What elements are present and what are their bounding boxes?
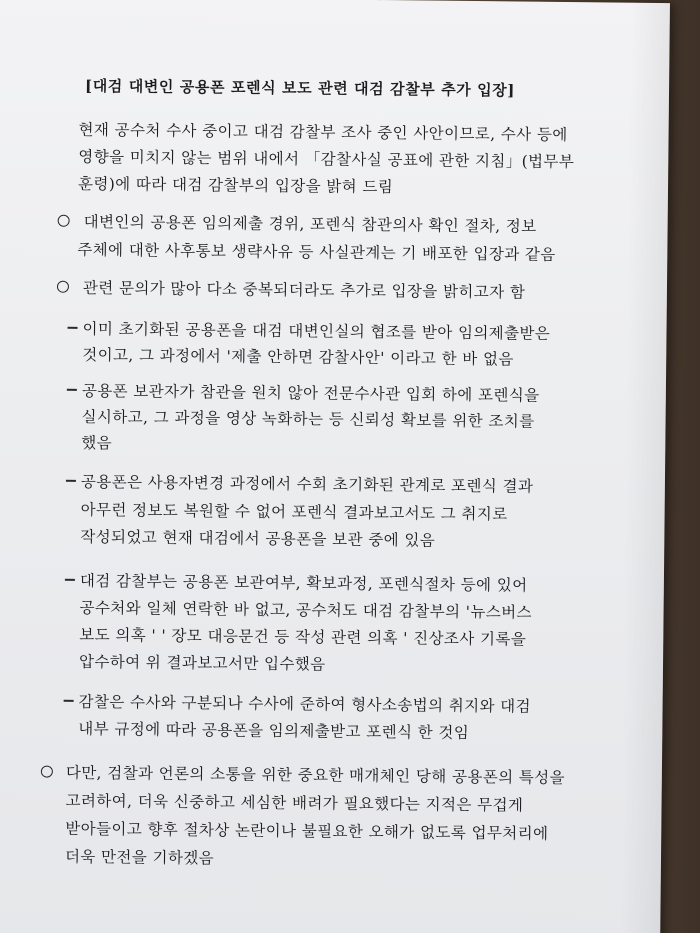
circle-bullet-icon (58, 215, 70, 227)
sub5-line: 감찰은 수사와 구분되나 수사에 준하여 형사소송법의 취지와 대검 (78, 692, 532, 716)
sub3-line: 작성되었고 현재 대검에서 공용폰을 보관 중에 있음 (80, 527, 436, 550)
point1-line: 대변인의 공용폰 임의제출 경위, 포렌식 참관의사 확인 절차, 정보 (83, 212, 537, 236)
point1-line: 주체에 대한 사후통보 생략사유 등 사실관계는 기 배포한 입장과 같음 (77, 240, 556, 264)
sub4-line: 공수처와 일체 연락한 바 없고, 공수처도 대검 감찰부의 '뉴스버스 (79, 598, 532, 622)
dash-bullet-icon (64, 700, 74, 702)
intro-line: 훈령)에 따라 대검 감찰부의 입장을 밝혀 드림 (77, 174, 394, 197)
sub1-line: 것이고, 그 과정에서 '제출 안하면 감찰사안' 이라고 한 바 없음 (82, 345, 514, 369)
sub3-line: 아무런 정보도 복원할 수 없어 포렌식 결과보고서도 그 취지로 (80, 500, 508, 524)
intro-line: 현재 공수처 수사 중이고 대검 감찰부 조사 중인 사안이므로, 수사 등에 (78, 120, 568, 145)
sub2-line: 했음 (81, 433, 113, 453)
dash-bullet-icon (68, 327, 78, 329)
point3-line: 받아들이고 향후 절차상 논란이나 불필요한 오해가 없도록 업무처리에 (65, 819, 549, 843)
circle-bullet-icon (41, 766, 53, 778)
circle-bullet-icon (57, 281, 69, 293)
dash-bullet-icon (65, 579, 75, 581)
sub3-line: 공용폰은 사용자변경 과정에서 수회 초기화된 관계로 포렌식 결과 (80, 472, 534, 496)
sub5-line: 내부 규정에 따라 공용폰을 임의제출받고 포렌식 한 것임 (78, 719, 470, 743)
dash-bullet-icon (66, 480, 76, 482)
sub4-line: 보도 의혹 ' ' 장모 대응문건 등 작성 관련 의혹 ' 진상조사 기록을 (79, 625, 527, 649)
sub2-line: 실시하고, 그 과정을 영상 녹화하는 등 신뢰성 확보를 위한 조치를 (81, 407, 535, 431)
point3-line: 고려하여, 더욱 신중하고 세심한 배려가 필요했다는 지적은 무겁게 (65, 791, 524, 815)
point2-line: 관련 문의가 많아 다소 중복되더라도 추가로 입장을 밝히고자 함 (82, 278, 526, 302)
point3-line: 더욱 만전을 기하겠음 (64, 847, 215, 868)
sub4-line: 대검 감찰부는 공용폰 보관여부, 확보과정, 포렌식절차 등에 있어 (79, 571, 528, 595)
intro-line: 영향을 미치지 않는 범위 내에서 「감찰사실 공표에 관한 지침」(법무부 (78, 147, 575, 172)
sub2-line: 공용폰 보관자가 참관을 원치 않아 전문수사관 입회 하에 포렌식을 (81, 381, 540, 405)
sub1-line: 이미 초기화된 공용폰을 대검 대변인실의 협조를 받아 임의제출받은 (82, 319, 551, 343)
point3-line: 다만, 검찰과 언론의 소통을 위한 중요한 매개체인 당해 공용폰의 특성을 (65, 763, 566, 788)
document-title: [대검 대변인 공용폰 포렌식 보도 관련 대검 감찰부 추가 입장] (84, 76, 516, 100)
dash-bullet-icon (67, 389, 77, 391)
sub4-line: 압수하여 위 결과보고서만 입수했음 (78, 652, 326, 674)
